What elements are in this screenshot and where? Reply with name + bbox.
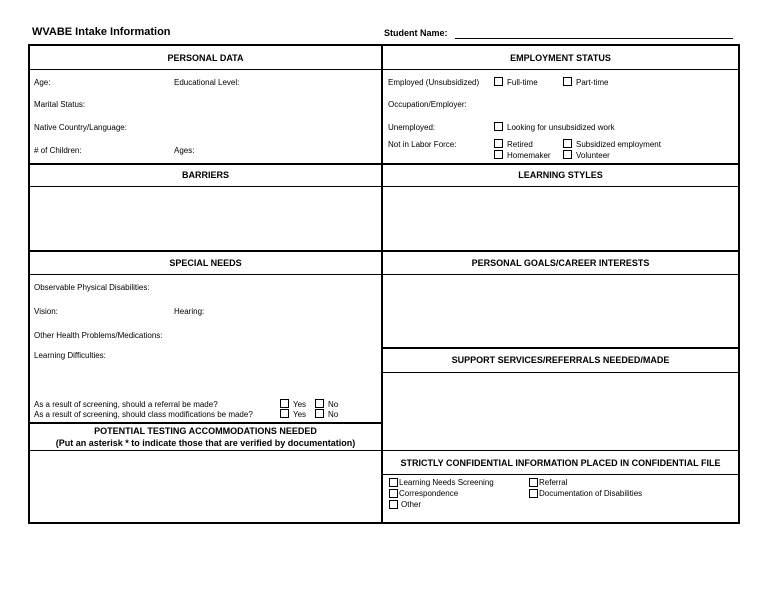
- ages-label: Ages:: [174, 146, 195, 155]
- barriers-field[interactable]: [30, 187, 381, 249]
- barriers-heading: BARRIERS: [181, 170, 229, 180]
- other-label: Other: [401, 500, 422, 509]
- support-heading: SUPPORT SERVICES/REFERRALS NEEDED/MADE: [451, 355, 670, 365]
- full-time-label: Full-time: [507, 78, 538, 87]
- learning-difficulties-label: Learning Difficulties:: [34, 351, 106, 360]
- testing-subheading: (Put an asterisk * to indicate those that are verified by documentation): [55, 438, 356, 448]
- vision-label: Vision:: [34, 307, 58, 316]
- screening-checkbox[interactable]: [389, 478, 398, 487]
- part-time-label: Part-time: [576, 78, 609, 87]
- marital-status-label: Marital Status:: [34, 100, 86, 109]
- referral-no-label: No: [328, 400, 339, 409]
- volunteer-checkbox[interactable]: [563, 150, 572, 159]
- personal-data-heading: PERSONAL DATA: [167, 53, 244, 63]
- looking-label: Looking for unsubsidized work: [507, 123, 615, 132]
- learning-styles-field[interactable]: [383, 187, 738, 249]
- frame-top: [28, 44, 740, 46]
- referral-yes-label: Yes: [293, 400, 307, 409]
- modification-no-label: No: [328, 410, 339, 419]
- referral-yes-checkbox[interactable]: [280, 399, 289, 408]
- correspondence-checkbox[interactable]: [389, 489, 398, 498]
- educational-level-label: Educational Level:: [174, 78, 240, 87]
- correspondence-label: Correspondence: [399, 489, 459, 498]
- modification-yes-checkbox[interactable]: [280, 409, 289, 418]
- homemaker-checkbox[interactable]: [494, 150, 503, 159]
- documentation-checkbox[interactable]: [529, 489, 538, 498]
- student-name-line[interactable]: [455, 38, 733, 39]
- referral-question: As a result of screening, should a referral be made?: [34, 400, 218, 409]
- subsidized-checkbox[interactable]: [563, 139, 572, 148]
- unemployed-label: Unemployed:: [388, 123, 436, 132]
- subsidized-label: Subsidized employment: [576, 140, 661, 149]
- children-label: # of Children:: [34, 146, 82, 155]
- support-field[interactable]: [383, 373, 738, 449]
- not-in-labor-label: Not in Labor Force:: [388, 140, 457, 149]
- documentation-label: Documentation of Disabilities: [539, 489, 643, 498]
- native-country-label: Native Country/Language:: [34, 123, 127, 132]
- part-time-checkbox[interactable]: [563, 77, 572, 86]
- referral-label: Referral: [539, 478, 568, 487]
- homemaker-label: Homemaker: [507, 151, 551, 160]
- health-label: Other Health Problems/Medications:: [34, 331, 163, 340]
- full-time-checkbox[interactable]: [494, 77, 503, 86]
- modification-no-checkbox[interactable]: [315, 409, 324, 418]
- screening-label: Learning Needs Screening: [399, 478, 494, 487]
- referral-no-checkbox[interactable]: [315, 399, 324, 408]
- retired-label: Retired: [507, 140, 533, 149]
- referral-checkbox[interactable]: [529, 478, 538, 487]
- frame-bottom: [28, 522, 740, 524]
- testing-heading: POTENTIAL TESTING ACCOMMODATIONS NEEDED: [94, 426, 317, 436]
- employed-label: Employed (Unsubsidized): [388, 78, 480, 87]
- age-label: Age:: [34, 78, 51, 87]
- learning-styles-heading: LEARNING STYLES: [518, 170, 603, 180]
- looking-checkbox[interactable]: [494, 122, 503, 131]
- modification-question: As a result of screening, should class modifications be made?: [34, 410, 253, 419]
- employment-status-heading: EMPLOYMENT STATUS: [510, 53, 611, 63]
- occupation-label: Occupation/Employer:: [388, 100, 467, 109]
- other-checkbox[interactable]: [389, 500, 398, 509]
- page-title: WVABE Intake Information: [32, 26, 171, 38]
- goals-heading: PERSONAL GOALS/CAREER INTERESTS: [471, 258, 650, 268]
- retired-checkbox[interactable]: [494, 139, 503, 148]
- frame-right: [738, 44, 740, 524]
- testing-field[interactable]: [30, 451, 381, 521]
- modification-yes-label: Yes: [293, 410, 307, 419]
- physical-label: Observable Physical Disabilities:: [34, 283, 150, 292]
- hearing-label: Hearing:: [174, 307, 205, 316]
- goals-field[interactable]: [383, 275, 738, 346]
- student-name-label: Student Name:: [384, 28, 448, 38]
- special-needs-heading: SPECIAL NEEDS: [169, 258, 242, 268]
- volunteer-label: Volunteer: [576, 151, 610, 160]
- confidential-heading: STRICTLY CONFIDENTIAL INFORMATION PLACED IN CONFIDENTIAL FILE: [400, 458, 721, 468]
